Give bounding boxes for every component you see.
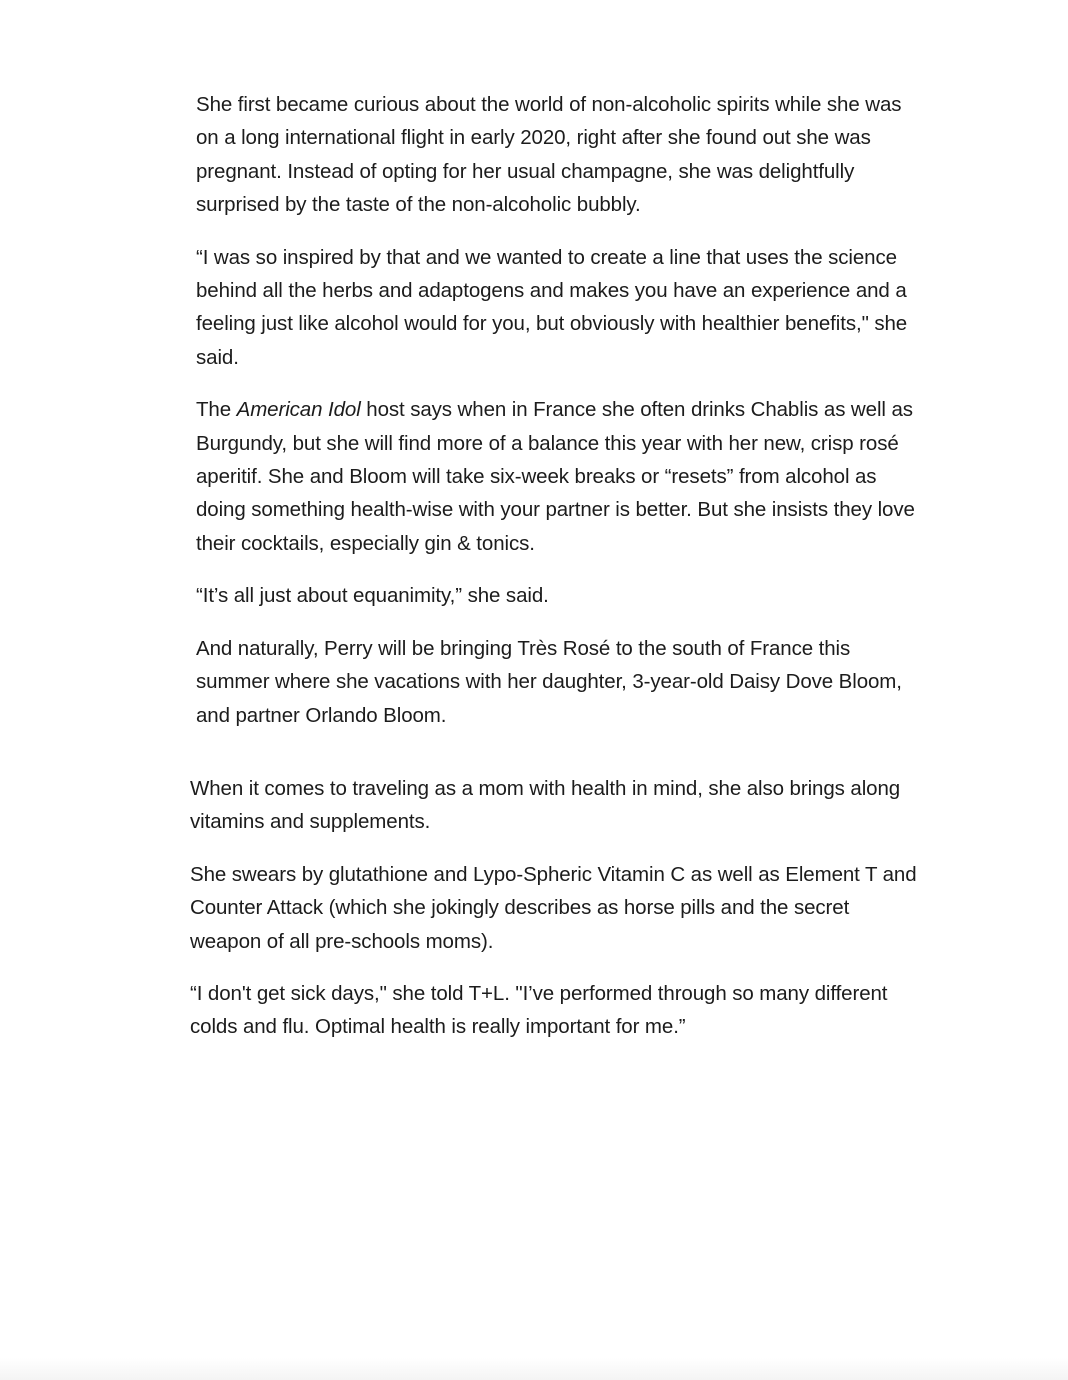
article-section-health-travel (190, 772, 920, 1063)
paragraph-rest-text: host says when in France she often drinks Chablis as well as Burgundy, but she will find more of a balance this year with her new, crisp rosé aperitif. She and Bloom will take six-week breaks or “resets” from alcohol as doing something health-wise with your partner is better. But she insists they love their cocktails, especially gin & tonics. (196, 398, 915, 555)
paragraph-curious-spirits: She first became curious about the world of non-alcoholic spirits while she was on a long international flight in early 2020, right after she found out she was pregnant. Instead of opting for her usual champagne, she was delightfully surprised by the taste of the non-alcoholic bubbly. (196, 93, 902, 217)
paragraph-lead-text: The (196, 398, 237, 422)
paragraph-inspired-quote: “I was so inspired by that and we wanted to create a line that uses the science behind all the herbs and adaptogens and makes you have an experience and a feeling just like alcohol would for you, but obviously with healthier benefits," she said. (196, 245, 908, 369)
show-title-italic: American Idol (236, 398, 361, 422)
paragraph-supplements: She swears by glutathione and Lypo-Spheric Vitamin C as well as Element T and Counter Attack (which she jokingly describes as horse pills and the secret weapon of all pre-schools moms). (190, 862, 917, 953)
paragraph-sick-days-quote: “I don't get sick days," she told T+L. "I’ve performed through so many different colds and flu. Optimal health is really important for me.” (190, 982, 888, 1039)
page-bottom-edge (0, 1358, 1068, 1380)
article-section-perry-aperitif (196, 88, 926, 751)
paragraph-american-idol-host (196, 393, 926, 560)
paragraph-vitamins: When it comes to traveling as a mom with health in mind, she also brings along vitamins and supplements. (190, 777, 901, 834)
paragraph-south-of-france: And naturally, Perry will be bringing Très Rosé to the south of France this summer where she vacations with her daughter, 3-year-old Daisy Dove Bloom, and partner Orlando Bloom. (196, 636, 902, 727)
paragraph-equanimity-quote: “It’s all just about equanimity,” she said. (196, 584, 549, 608)
